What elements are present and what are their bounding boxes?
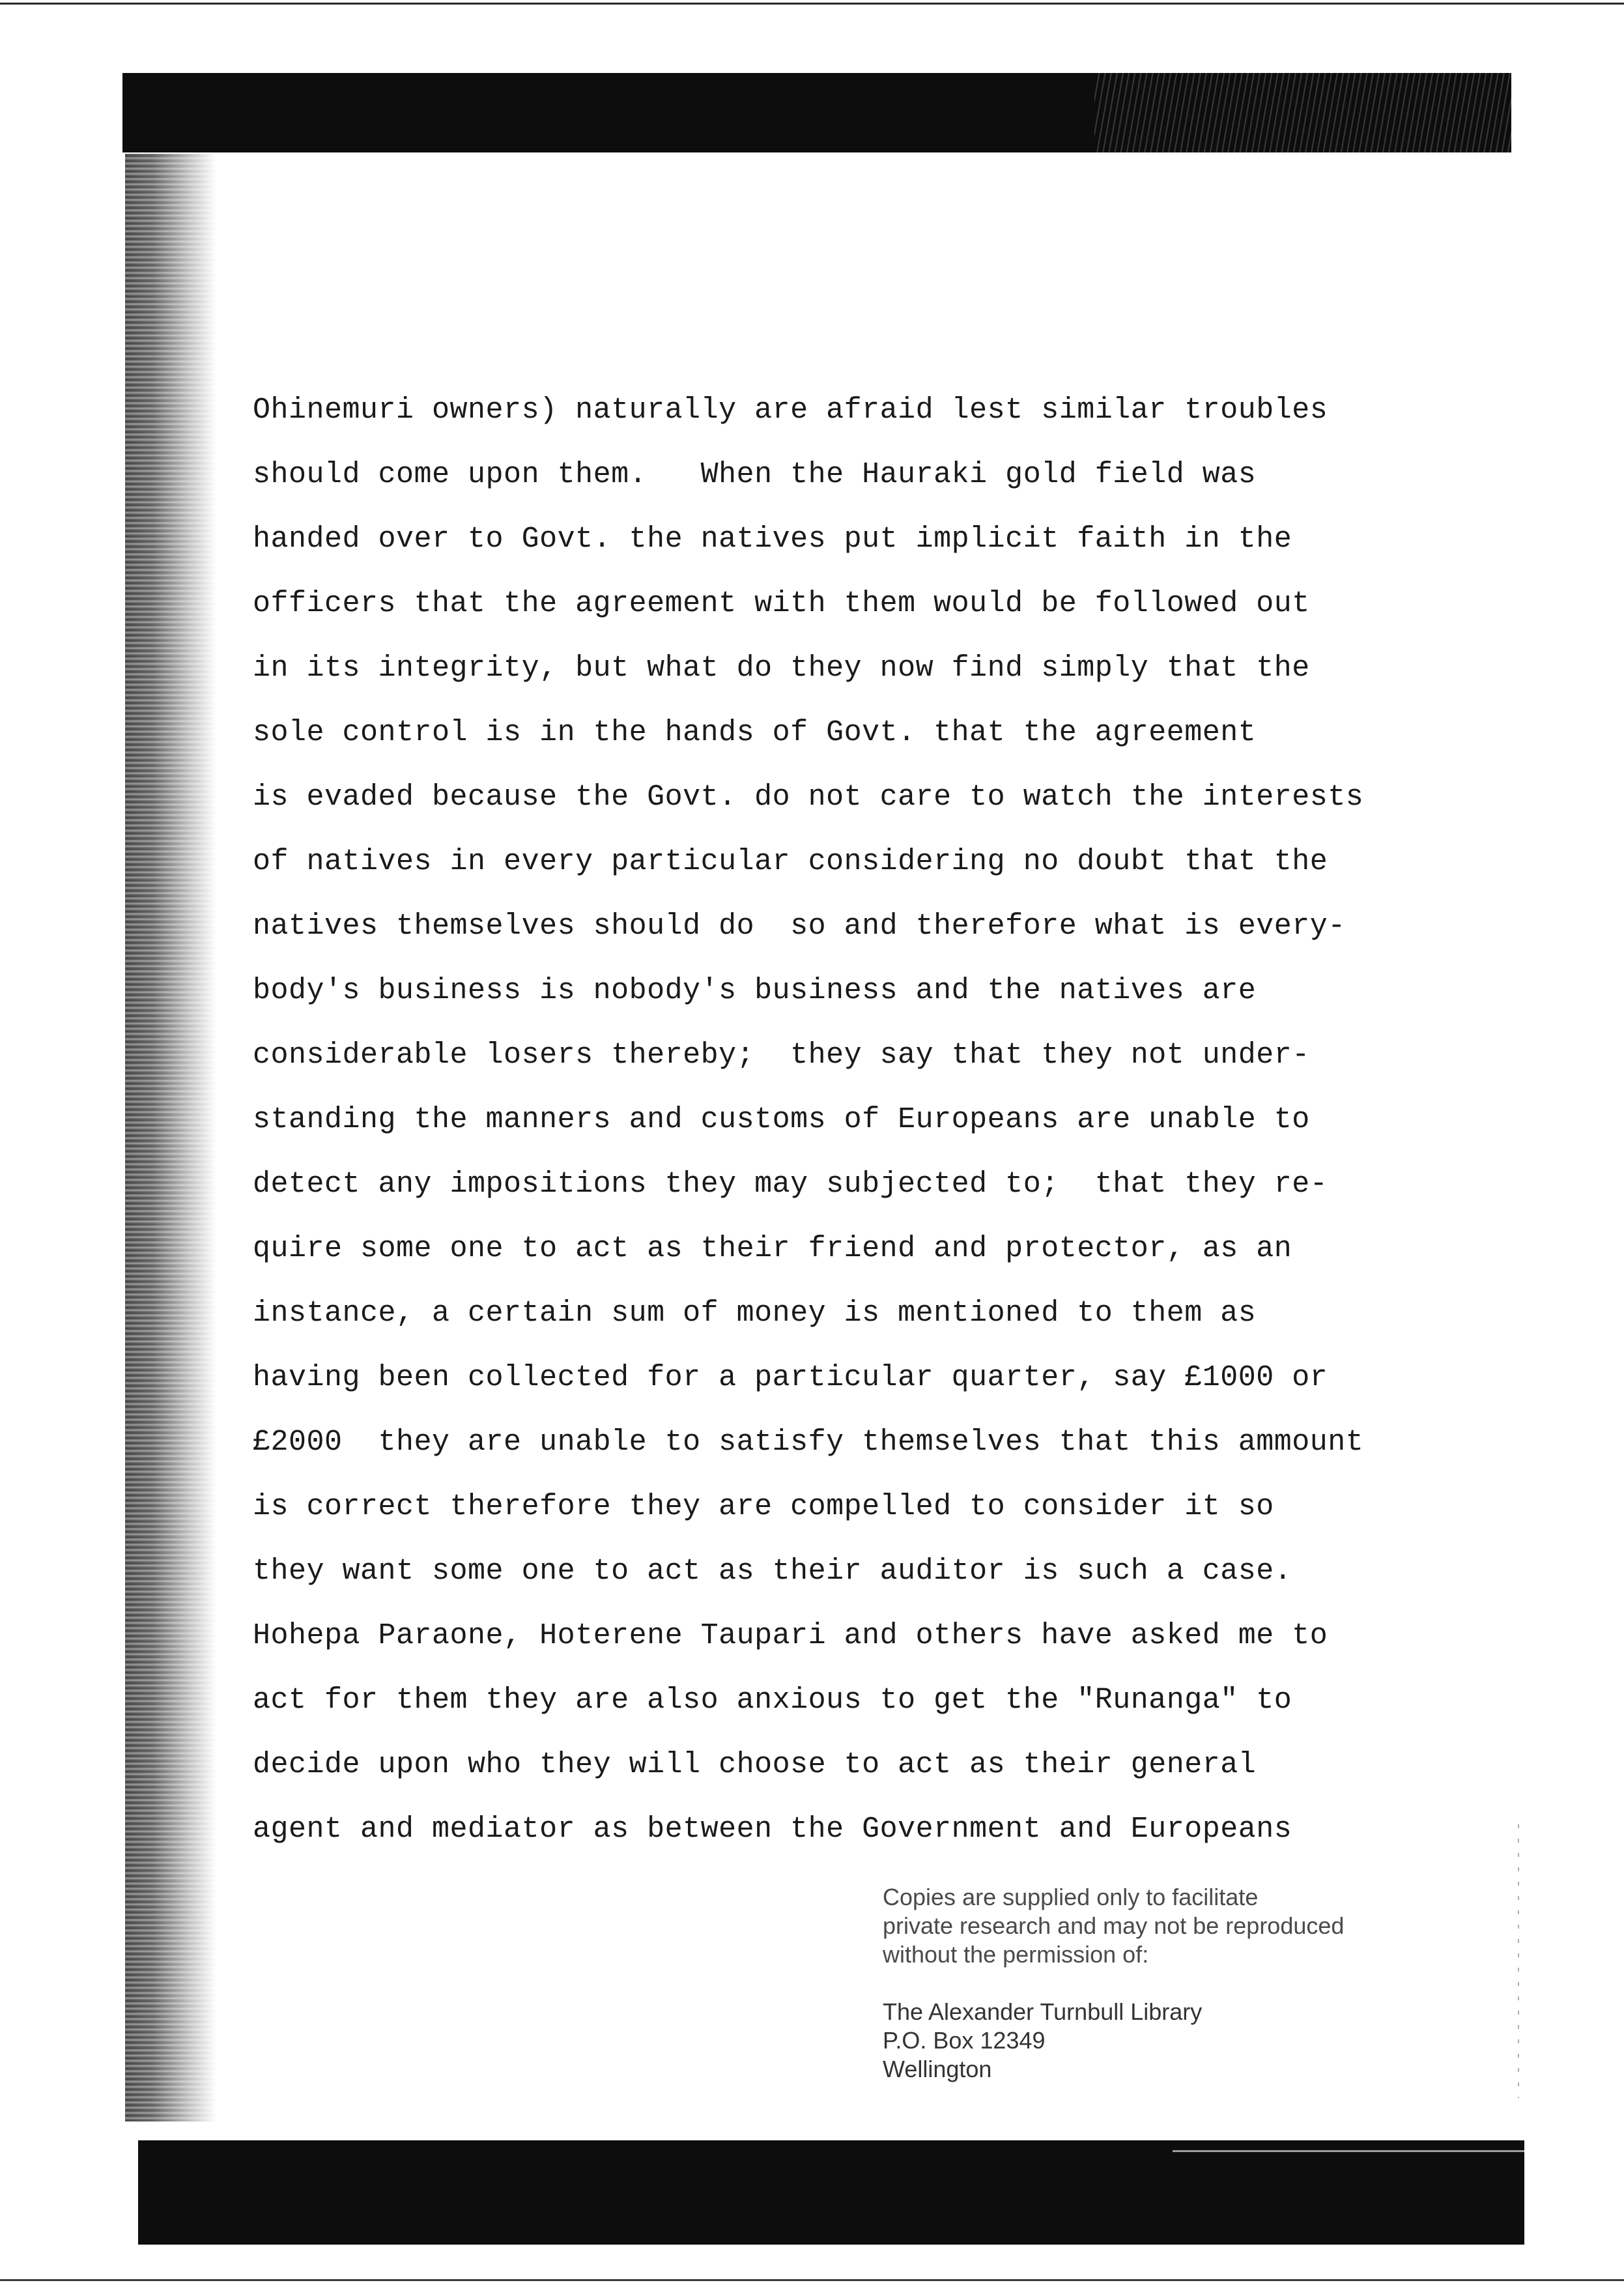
text-line: body's business is nobody's business and the natives are — [253, 974, 1257, 1007]
text-line: they want some one to act as their auditor is such a case. — [253, 1555, 1292, 1588]
text-line: should come upon them. When the Hauraki gold field was — [253, 458, 1257, 491]
text-line: Ohinemuri owners) naturally are afraid lest similar troubles — [253, 394, 1328, 427]
scan-speckle — [1094, 73, 1511, 152]
copyright-notice — [883, 1883, 1508, 2084]
top-edge-line — [0, 3, 1624, 5]
text-line: agent and mediator as between the Government and Europeans — [253, 1813, 1292, 1846]
text-line: having been collected for a particular quarter, say £1000 or — [253, 1361, 1328, 1394]
library-city: Wellington — [883, 2056, 992, 2082]
bottom-bar-highlight — [1173, 2150, 1524, 2152]
notice-line: without the permission of: — [883, 1941, 1149, 1968]
text-line: of natives in every particular considering no doubt that the — [253, 845, 1328, 878]
library-po-box: P.O. Box 12349 — [883, 2027, 1046, 2054]
text-line: sole control is in the hands of Govt. that the agreement — [253, 716, 1257, 749]
library-name: The Alexander Turnbull Library — [883, 1998, 1203, 2025]
right-edge-marks — [1518, 1824, 1519, 2098]
notice-line: private research and may not be reproduced — [883, 1912, 1345, 1939]
text-line: natives themselves should do so and therefore what is every- — [253, 910, 1346, 943]
text-line: in its integrity, but what do they now find simply that the — [253, 652, 1310, 685]
text-line: instance, a certain sum of money is mentioned to them as — [253, 1297, 1257, 1330]
text-line: is correct therefore they are compelled to consider it so — [253, 1490, 1274, 1523]
text-line: quire some one to act as their friend and protector, as an — [253, 1232, 1292, 1265]
bottom-scan-border — [138, 2140, 1524, 2245]
letter-body — [253, 378, 1510, 1861]
text-line: handed over to Govt. the natives put implicit faith in the — [253, 523, 1292, 556]
text-line: standing the manners and customs of Europeans are unable to — [253, 1103, 1310, 1136]
text-line: decide upon who they will choose to act as their general — [253, 1748, 1257, 1781]
top-scan-border — [122, 73, 1511, 152]
notice-spacer — [883, 1969, 1508, 1998]
text-line: officers that the agreement with them would be followed out — [253, 587, 1310, 620]
text-line: £2000 they are unable to satisfy themselves that this ammount — [253, 1426, 1364, 1459]
bottom-edge-line — [0, 2279, 1624, 2281]
text-line: detect any impositions they may subjected to; that they re- — [253, 1168, 1328, 1201]
notice-line: Copies are supplied only to facilitate — [883, 1884, 1259, 1910]
text-line: considerable losers thereby; they say that they not under- — [253, 1039, 1310, 1072]
text-line: is evaded because the Govt. do not care to watch the interests — [253, 781, 1364, 814]
left-binding-shadow — [125, 154, 216, 2121]
text-line: act for them they are also anxious to get the "Runanga" to — [253, 1684, 1292, 1717]
text-line: Hohepa Paraone, Hoterene Taupari and others have asked me to — [253, 1619, 1328, 1652]
